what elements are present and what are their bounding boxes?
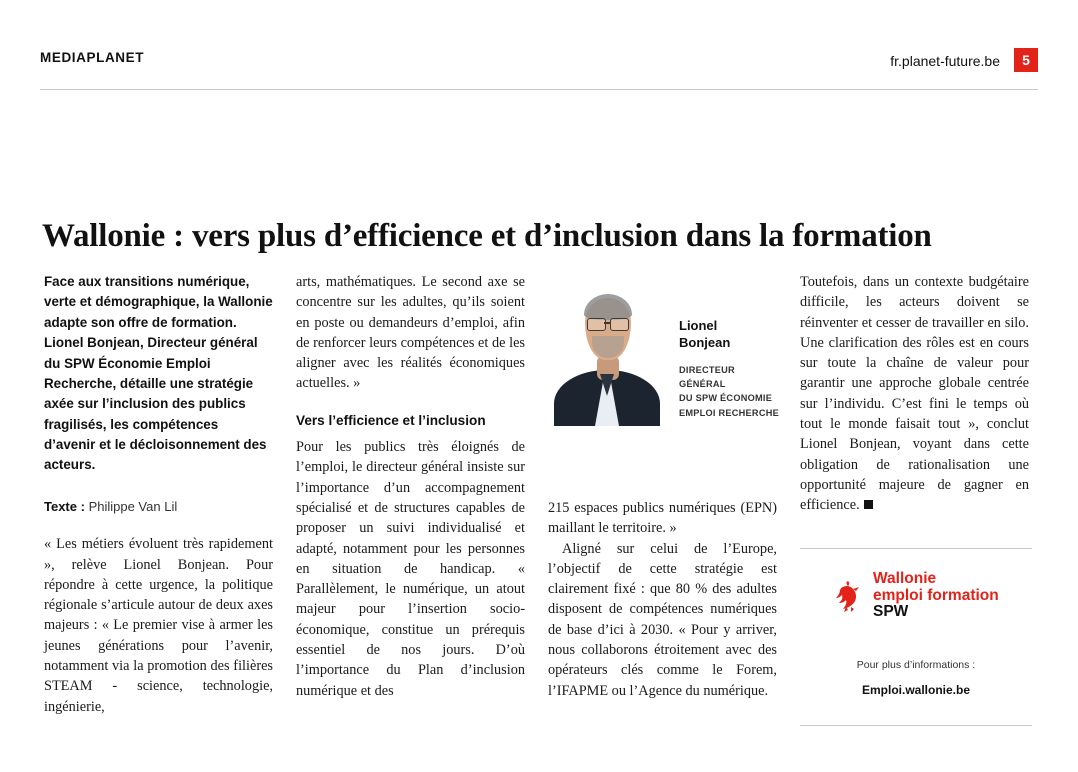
logo-line-3: SPW	[873, 603, 909, 621]
masthead-label: MEDIAPLANET	[40, 50, 145, 65]
standfirst-text: Face aux transitions numérique, verte et démographique, la Wallonie adapte son offre de formation. Lionel Bonjean, Directeur général du SPW Économie Emploi Recherche, détaille une stratégie axée sur l’inclusion des publics fragilisés, les compétences d’avenir et le décloisonnement des acteurs.	[44, 274, 273, 473]
logo-line-2: emploi formation	[873, 586, 999, 604]
portrait-glasses-right	[610, 318, 629, 331]
body-paragraph: « Les métiers évoluent très rapidement », relève Lionel Bonjean. Pour répondre à cette urgence, la politique régionale s’articule autour de deux axes majeurs : « Le premier vise à armer les jeunes générations pour l’avenir, notamment via la promotion des filières STEAM - science, technologie, ingénierie,	[44, 536, 273, 715]
portrait-name-line2: Bonjean	[679, 334, 731, 350]
portrait-block	[548, 274, 780, 492]
rooster-icon	[834, 579, 864, 613]
article-column-4	[800, 272, 1029, 516]
logo-info	[800, 659, 1032, 697]
portrait-caption	[679, 318, 779, 420]
byline-author: Philippe Van Lil	[88, 498, 178, 514]
body-paragraph: Pour les publics très éloignés de l’emploi, le directeur général insiste sur l’importance d’un accompagnement spécialisé et de structures capables de proposer un suivi individualisé et adapté, notamment pour les personnes en situation de handicap. « Parallèlement, le numérique, un atout majeur pour l’insertion socio-économique, constitue un prérequis essentiel de nos jours. D’où l’importance du Plan d’inclusion numérique et des	[296, 439, 525, 699]
header-right-group	[890, 48, 1038, 72]
site-url-label: fr.planet-future.be	[890, 53, 1000, 69]
portrait-glasses-left	[587, 318, 606, 331]
article-column-2	[296, 272, 525, 701]
body-paragraph: arts, mathématiques. Le second axe se concentre sur les adultes, qu’ils soient en poste ou demandeurs d’emploi, afin de renforcer leurs compétences et de les aligner avec les réalités économiques actuelles. »	[296, 274, 525, 392]
portrait-glasses-bridge	[604, 322, 610, 324]
sponsor-logo-block	[800, 548, 1032, 726]
portrait-role-line2: DU SPW ÉCONOMIE	[679, 393, 773, 404]
portrait-role-line3: EMPLOI RECHERCHE	[679, 407, 779, 418]
logo-divider-top	[800, 548, 1032, 549]
article-column-1	[44, 272, 273, 717]
body-paragraph-text: Toutefois, dans un contexte budgétaire difficile, les acteurs doivent se réinventer et cesser de travailler en silo. Une clarification des rôles est en cours sur toute la chaîne de valeur pour garantir une approche globale centrée sur l’individu. C’est fini le temps où tout le monde faisait tout », conclut Lionel Bonjean, voyant dans cette obligation de rationalisation une opportunité majeure de gagner en efficience.	[800, 274, 1029, 514]
logo-info-label: Pour plus d’informations :	[856, 659, 976, 672]
portrait-role	[679, 363, 779, 420]
article-column-3	[548, 498, 777, 701]
logo-row	[834, 571, 1032, 621]
header-divider	[40, 89, 1038, 90]
portrait-photo	[548, 274, 666, 426]
logo-line-1: Wallonie	[873, 570, 937, 587]
body-paragraph	[800, 272, 1029, 516]
page-header	[40, 48, 1038, 84]
byline-label: Texte :	[44, 498, 85, 514]
logo-info-url[interactable]: Emploi.wallonie.be	[861, 683, 971, 698]
end-mark	[864, 500, 873, 509]
byline	[44, 498, 273, 516]
body-paragraph: Aligné sur celui de l’Europe, l’objectif de cette stratégie est clairement fixé : que 80 % des adultes disposent de compétences numériques de base d’ici à 2030. « Pour y arriver, nous collaborons étroitement avec des opérateurs clés comme le Forem, l’IFAPME ou l’Agence du numérique.	[548, 540, 777, 699]
logo-wordmark	[873, 571, 999, 621]
section-subheading: Vers l’efficience et l’inclusion	[296, 412, 486, 428]
logo-divider-bottom	[800, 725, 1032, 726]
portrait-role-line1: DIRECTEUR GÉNÉRAL	[679, 364, 735, 390]
portrait-name-line1: Lionel	[679, 318, 718, 333]
page-number-badge: 5	[1014, 48, 1038, 72]
body-paragraph: 215 espaces publics numériques (EPN) maillant le territoire. »	[548, 500, 777, 537]
page-title: Wallonie : vers plus d’efficience et d’inclusion dans la formation	[42, 218, 932, 255]
